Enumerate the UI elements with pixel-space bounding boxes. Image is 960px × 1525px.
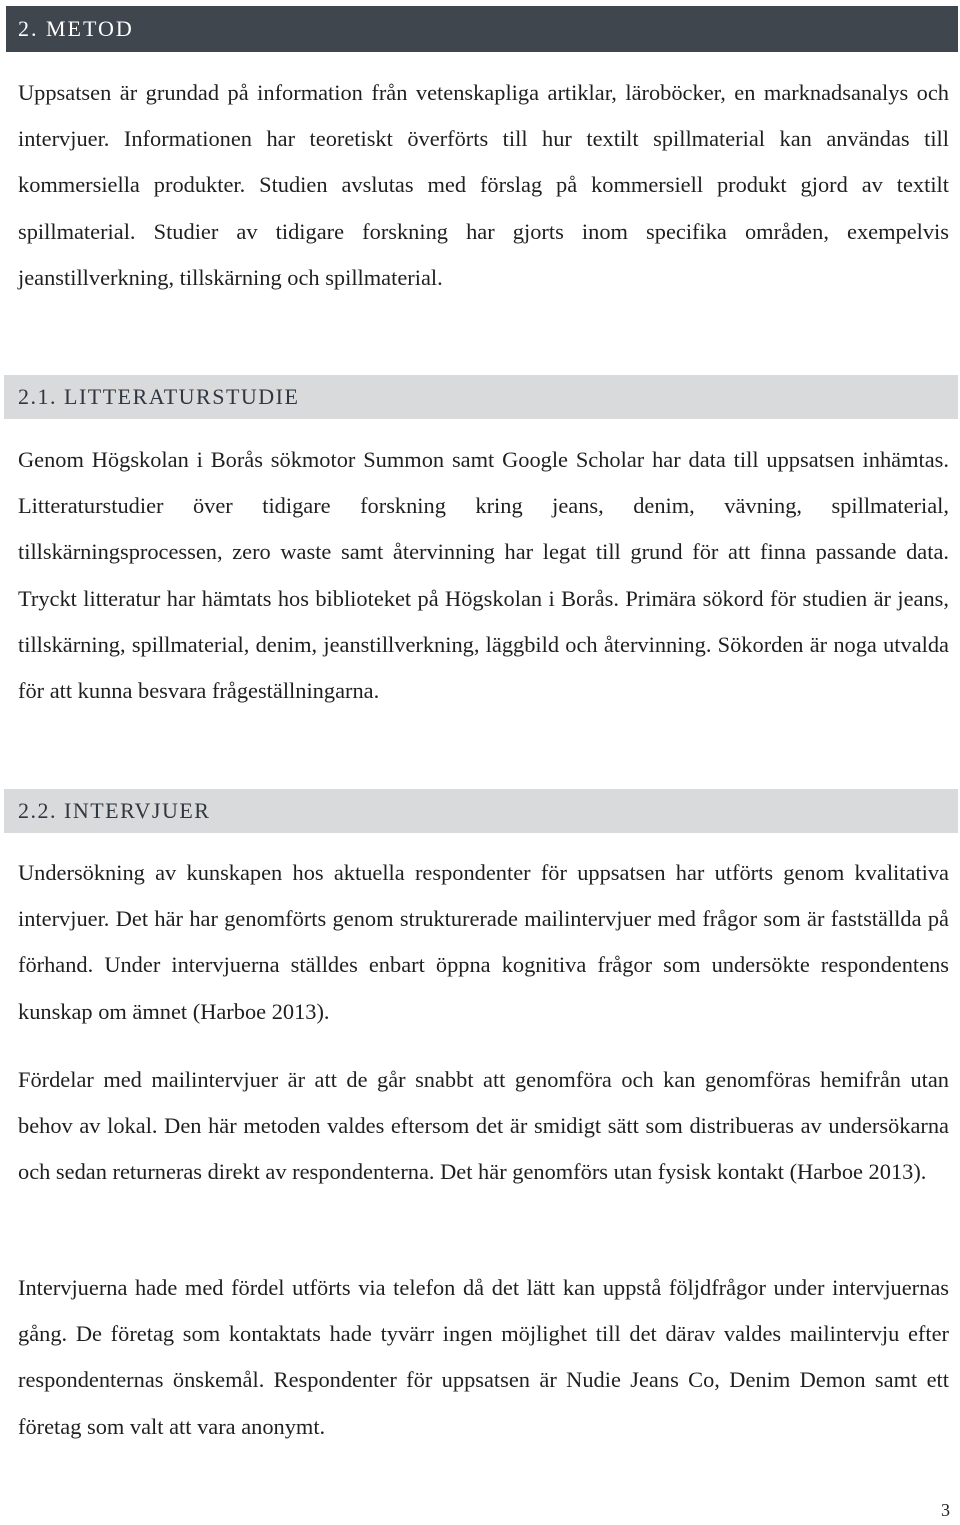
subsection-heading-bar-intervjuer	[4, 789, 958, 833]
section-heading: 2. METOD	[18, 16, 134, 41]
intervjuer-paragraph-1: Undersökning av kunskapen hos aktuella respondenter för uppsatsen har utförts genom kvalitativa intervjuer. Det här har genomförts genom strukturerade mailintervjuer med frågor som är fastställda på förhand. Under intervjuerna ställdes enbart öppna kognitiva frågor som undersökte respondentens kunskap om ämnet (Harboe 2013).	[18, 860, 949, 1024]
section-heading-bar	[6, 6, 958, 52]
intervjuer-paragraph-2: Fördelar med mailintervjuer är att de går snabbt att genomföra och kan genomföras hemifrån utan behov av lokal. Den här metoden valdes eftersom det är smidigt sätt som distribueras av undersökarna och sedan returneras direkt av respondenterna. Det här genomförs utan fysisk kontakt (Harboe 2013).	[18, 1067, 949, 1185]
intro-paragraph: Uppsatsen är grundad på information från vetenskapliga artiklar, läroböcker, en marknadsanalys och intervjuer. Informationen har teoretiskt överförts till hur textilt spillmaterial kan användas till kommersiella produkter. Studien avslutas med förslag på kommersiell produkt gjord av textilt spillmaterial. Studier av tidigare forskning har gjorts inom specifika områden, exempelvis jeanstillverkning, tillskärning och spillmaterial.	[18, 80, 949, 290]
subsection-heading-litteraturstudie: 2.1. LITTERATURSTUDIE	[18, 384, 300, 409]
subsection-heading-intervjuer: 2.2. INTERVJUER	[18, 798, 211, 823]
page-number: 3	[941, 1500, 950, 1520]
intervjuer-paragraph-3: Intervjuerna hade med fördel utförts via telefon då det lätt kan uppstå följdfrågor under intervjuernas gång. De företag som kontaktats hade tyvärr ingen möjlighet till det därav valdes mailintervju efter respondenternas önskemål. Respondenter för uppsatsen är Nudie Jeans Co, Denim Demon samt ett företag som valt att vara anonymt.	[18, 1275, 949, 1439]
subsection-heading-bar-litteraturstudie	[4, 375, 958, 419]
litteraturstudie-paragraph: Genom Högskolan i Borås sökmotor Summon samt Google Scholar har data till uppsatsen inhämtas. Litteraturstudier över tidigare forskning kring jeans, denim, vävning, spillmaterial, tillskärningsprocessen, zero waste samt återvinning har legat till grund för att finna passande data. Tryckt litteratur har hämtats hos biblioteket på Högskolan i Borås. Primära sökord för studien är jeans, tillskärning, spillmaterial, denim, jeanstillverkning, läggbild och återvinning. Sökorden är noga utvalda för att kunna besvara frågeställningarna.	[18, 447, 949, 704]
